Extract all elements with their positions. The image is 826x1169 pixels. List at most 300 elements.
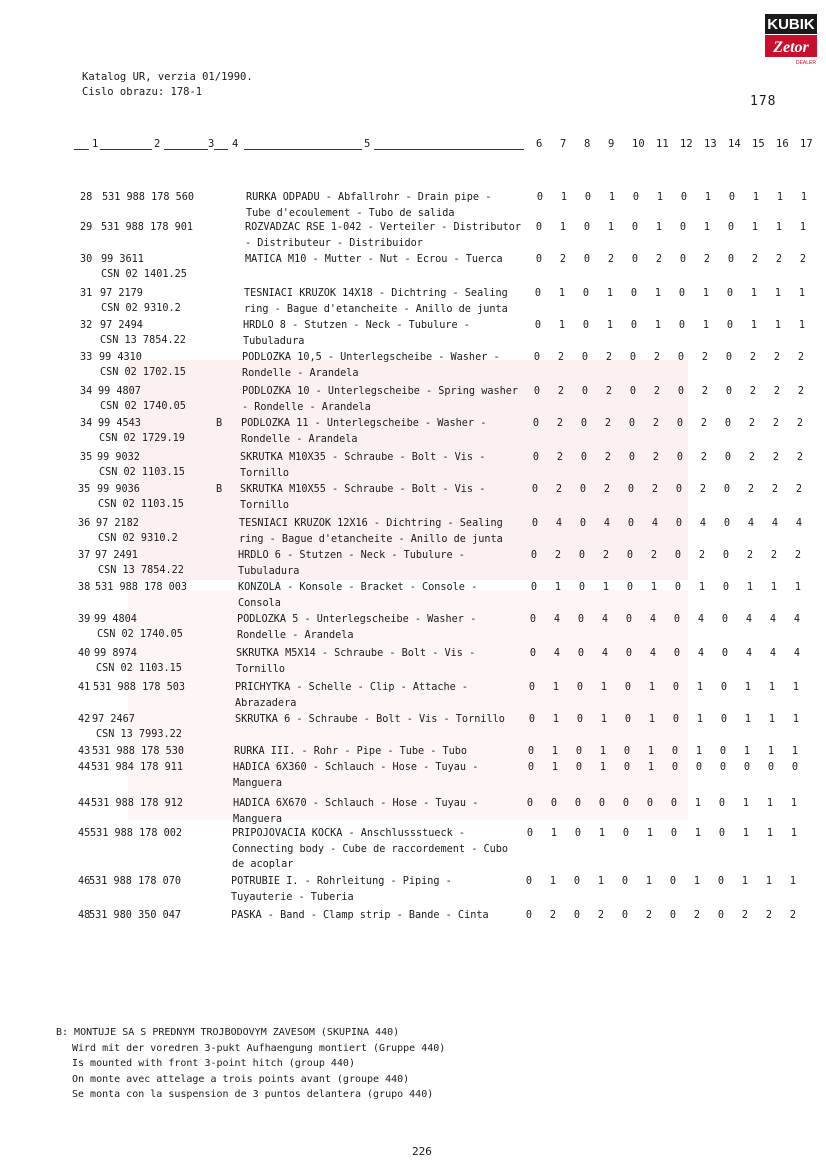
quantity-value: 0 [622,798,630,809]
quantity-value: 2 [557,352,565,363]
position-number: 32 [80,320,93,331]
qty-column-label: 8 [584,138,591,150]
position-number: 29 [80,222,93,233]
quantity-value: 2 [652,452,660,463]
quantity-value: 0 [629,386,637,397]
quantity-value: 4 [553,648,561,659]
quantity-value: 1 [694,828,702,839]
position-number: 34 [80,386,93,397]
quantity-value: 0 [531,518,539,529]
footnote-line: B: MONTUJE SA S PREDNYM TROJBODOVYM ZAVESOM (SKUPINA 440) [56,1027,400,1038]
part-description: Rondelle - Arandela [242,367,359,379]
part-code: 531 988 178 003 [95,582,188,593]
picture-number: Cislo obrazu: 178-1 [82,86,203,98]
quantity-value: 4 [793,648,801,659]
column-label: 5 [364,138,371,150]
quantity-value: 1 [744,714,752,725]
part-description: SKRUTKA M10X35 - Schraube - Bolt - Vis - [240,452,486,463]
quantity-value: 1 [597,876,605,887]
quantity-value: 0 [534,320,542,331]
quantity-value: 1 [558,288,566,299]
note-marker: B [216,418,223,429]
quantity-value: 0 [720,682,728,693]
quantity-value: 0 [632,192,640,203]
quantity-value: 0 [528,714,536,725]
quantity-value: 2 [765,910,773,921]
quantity-value: 1 [648,714,656,725]
quantity-value: 0 [583,254,591,265]
position-number: 44 [78,762,91,773]
part-description: Tube d'ecoulement - Tubo de salida [246,207,455,219]
quantity-value: 1 [799,222,807,233]
part-description: ROZVADZAC RSE 1-042 - Verteiler - Distributor [245,222,522,233]
quantity-value: 0 [743,762,751,773]
part-code: 531 984 178 911 [91,762,184,773]
quantity-value: 2 [605,386,613,397]
page-number: 178 [750,94,777,109]
quantity-value: 2 [653,352,661,363]
position-number: 48 [78,910,91,921]
quantity-value: 0 [676,452,684,463]
quantity-value: 1 [750,320,758,331]
quantity-value: 0 [535,254,543,265]
quantity-value: 1 [768,682,776,693]
quantity-value: 2 [773,352,781,363]
quantity-value: 1 [704,192,712,203]
quantity-value: 4 [553,614,561,625]
quantity-value: 0 [624,682,632,693]
part-description: de acoplar [232,859,294,870]
quantity-value: 4 [769,614,777,625]
part-description: Tuyauterie - Tuberia [231,891,354,903]
quantity-value: 1 [792,682,800,693]
part-code: 531 988 178 912 [91,798,184,809]
quantity-value: 4 [795,518,803,529]
quantity-value: 0 [675,518,683,529]
quantity-value: 0 [719,746,727,757]
part-code: 531 988 178 901 [101,222,194,233]
quantity-value: 1 [702,288,710,299]
quantity-value: 1 [766,798,774,809]
quantity-value: 4 [699,518,707,529]
quantity-value: 0 [676,418,684,429]
quantity-value: 2 [771,484,779,495]
part-description: PODLOZKA 10,5 - Unterlegscheibe - Washer - [242,352,500,363]
quantity-value: 1 [775,222,783,233]
quantity-value: 2 [751,254,759,265]
part-description: ring - Bague d'etancheite - Anillo de junta [244,303,508,315]
quantity-value: 2 [795,484,803,495]
quantity-value: 0 [577,614,585,625]
quantity-value: 4 [769,648,777,659]
quantity-value: 1 [654,320,662,331]
quantity-value: 1 [648,682,656,693]
note-marker: B [216,484,223,495]
part-code: 99 4804 [94,614,137,625]
quantity-value: 0 [624,714,632,725]
quantity-value: 1 [598,828,606,839]
quantity-value: 1 [790,798,798,809]
quantity-value: 1 [552,682,560,693]
quantity-value: 1 [558,320,566,331]
quantity-value: 2 [797,352,805,363]
quantity-value: 0 [534,288,542,299]
quantity-value: 0 [631,254,639,265]
quantity-value: 0 [717,910,725,921]
part-code: 531 988 178 560 [102,192,195,203]
part-code: 99 4543 [98,418,141,429]
part-description: PODLOZKA 5 - Unterlegscheibe - Washer - [237,614,477,625]
quantity-value: 0 [670,798,678,809]
part-description: POTRUBIE I. - Rohrleitung - Piping - [231,876,452,887]
quantity-value: 1 [693,876,701,887]
quantity-value: 2 [652,418,660,429]
quantity-value: 0 [575,762,583,773]
quantity-value: 1 [774,288,782,299]
logo-bottom-text: Zetor [773,39,809,56]
quantity-value: 0 [581,352,589,363]
column-underline [74,149,89,150]
quantity-value: 1 [774,320,782,331]
position-number: 38 [78,582,91,593]
quantity-value: 0 [726,320,734,331]
quantity-value: 4 [603,518,611,529]
footnote [56,1025,445,1103]
part-code: 99 9032 [97,452,140,463]
quantity-value: 2 [604,418,612,429]
quantity-value: 0 [721,614,729,625]
quantity-value: 2 [701,386,709,397]
quantity-value: 0 [630,320,638,331]
quantity-value: 1 [768,714,776,725]
logo-sub-text: DEALER [795,60,817,66]
quantity-value: 0 [723,484,731,495]
quantity-value: 2 [700,418,708,429]
quantity-value: 1 [744,682,752,693]
position-number: 41 [78,682,91,693]
quantity-value: 2 [604,452,612,463]
position-number: 37 [78,550,91,561]
part-description: MATICA M10 - Mutter - Nut - Ecrou - Tuerca [245,254,503,265]
quantity-value: 0 [722,550,730,561]
quantity-value: 2 [607,254,615,265]
quantity-value: 0 [673,614,681,625]
quantity-value: 1 [607,222,615,233]
quantity-value: 1 [767,746,775,757]
quantity-value: 1 [698,582,706,593]
quantity-value: 2 [603,484,611,495]
quantity-value: 0 [527,746,535,757]
part-description: Abrazadera [235,697,297,709]
quantity-value: 2 [556,418,564,429]
quantity-value: 0 [526,828,534,839]
quantity-value: 4 [697,648,705,659]
part-description: HRDLO 6 - Stutzen - Neck - Tubulure - [238,550,465,561]
quantity-value: 0 [630,288,638,299]
column-underline [100,149,152,150]
quantity-value: 1 [549,876,557,887]
quantity-value: 1 [646,828,654,839]
position-number: 44 [78,798,91,809]
quantity-value: 1 [606,288,614,299]
column-label: 3 [208,138,215,150]
quantity-value: 2 [789,910,797,921]
position-number: 36 [78,518,91,529]
standard-code: CSN 02 1103.15 [98,499,184,510]
part-code: 97 2491 [95,550,138,561]
quantity-value: 0 [573,876,581,887]
position-number: 39 [78,614,91,625]
part-description: SKRUTKA M10X55 - Schraube - Bolt - Vis - [240,484,486,495]
quantity-value: 0 [720,714,728,725]
quantity-value: 1 [559,222,567,233]
quantity-value: 2 [653,386,661,397]
part-description: Tubuladura [243,335,305,347]
quantity-value: 1 [703,222,711,233]
quantity-value: 0 [528,682,536,693]
quantity-value: 1 [742,828,750,839]
quantity-value: 2 [796,418,804,429]
part-description: Rondelle - Arandela [241,433,358,445]
qty-column-label: 16 [776,138,789,150]
quantity-value: 0 [671,746,679,757]
part-description: Connecting body - Cube de raccordement - Cubo [232,843,509,855]
position-number: 31 [80,288,93,299]
qty-column-label: 14 [728,138,741,150]
quantity-value: 0 [767,762,775,773]
position-number: 34 [80,418,93,429]
quantity-value: 0 [626,582,634,593]
quantity-value: 0 [671,762,679,773]
part-description: Consola [238,597,281,609]
part-description: PODLOZKA 11 - Unterlegscheibe - Washer - [241,418,487,429]
quantity-value: 2 [698,550,706,561]
quantity-value: 1 [798,288,806,299]
column-underline [244,149,362,150]
quantity-value: 0 [722,582,730,593]
quantity-value: 1 [606,320,614,331]
quantity-value: 2 [797,386,805,397]
quantity-value: 0 [674,582,682,593]
part-description: - Rondelle - Arandela [242,401,371,413]
quantity-value: 2 [703,254,711,265]
quantity-value: 4 [697,614,705,625]
quantity-value: 0 [674,550,682,561]
quantity-value: 0 [672,714,680,725]
quantity-value: 4 [601,614,609,625]
quantity-value: 2 [645,910,653,921]
position-number: 28 [80,192,93,203]
standard-code: CSN 02 9310.2 [101,303,181,314]
quantity-value: 2 [556,452,564,463]
quantity-value: 2 [749,386,757,397]
quantity-value: 0 [673,648,681,659]
quantity-value: 1 [608,192,616,203]
quantity-value: 0 [535,222,543,233]
quantity-value: 0 [629,352,637,363]
quantity-value: 0 [680,192,688,203]
quantity-value: 0 [723,518,731,529]
column-label: 1 [92,138,99,150]
column-label: 4 [232,138,239,150]
quantity-value: 2 [794,550,802,561]
quantity-value: 1 [694,798,702,809]
quantity-value: 0 [625,614,633,625]
part-code: 99 8974 [94,648,137,659]
quantity-value: 1 [551,746,559,757]
quantity-value: 1 [696,714,704,725]
quantity-value: 1 [798,320,806,331]
quantity-value: 1 [791,746,799,757]
quantity-value: 1 [800,192,808,203]
quantity-value: 0 [724,452,732,463]
part-code: 97 2179 [100,288,143,299]
quantity-value: 0 [580,452,588,463]
part-code: 531 988 178 503 [93,682,186,693]
part-description: HRDLO 8 - Stutzen - Neck - Tubulure - [243,320,470,331]
quantity-value: 1 [750,288,758,299]
position-number: 40 [78,648,91,659]
quantity-value: 0 [533,352,541,363]
quantity-value: 1 [742,798,750,809]
quantity-value: 1 [696,682,704,693]
quantity-value: 2 [605,352,613,363]
quantity-value: 2 [747,484,755,495]
quantity-value: 0 [532,452,540,463]
position-number: 42 [78,714,91,725]
quantity-value: 0 [726,288,734,299]
quantity-value: 1 [552,714,560,725]
footnote-line: On monte avec attelage a trois points avant (groupe 440) [72,1073,410,1085]
qty-column-label: 11 [656,138,669,150]
quantity-value: 0 [529,648,537,659]
quantity-value: 0 [625,648,633,659]
standard-code: CSN 02 1401.25 [101,269,187,280]
quantity-value: 0 [631,222,639,233]
quantity-value: 0 [584,192,592,203]
quantity-value: 0 [525,876,533,887]
quantity-value: 1 [789,876,797,887]
quantity-value: 0 [576,682,584,693]
part-description: PRIPOJOVACIA KOCKA - Anschlussstueck - [232,828,466,839]
quantity-value: 0 [672,682,680,693]
part-code: 97 2494 [100,320,143,331]
quantity-value: 1 [752,192,760,203]
qty-column-label: 15 [752,138,765,150]
part-description: PRICHYTKA - Schelle - Clip - Attache - [235,682,469,693]
quantity-value: 0 [581,386,589,397]
part-description: HADICA 6X360 - Schlauch - Hose - Tuyau - [233,762,479,773]
quantity-value: 1 [766,828,774,839]
quantity-value: 0 [623,746,631,757]
part-description: - Distributeur - Distribuidor [245,237,423,249]
part-code: 99 9036 [97,484,140,495]
quantity-value: 4 [747,518,755,529]
quantity-value: 0 [533,386,541,397]
quantity-value: 0 [623,762,631,773]
quantity-value: 0 [695,762,703,773]
quantity-value: 0 [725,352,733,363]
quantity-value: 0 [628,418,636,429]
quantity-value: 1 [792,714,800,725]
position-number: 33 [80,352,93,363]
standard-code: CSN 02 1103.15 [96,663,182,674]
footnote-line: Is mounted with front 3-point hitch (group 440) [72,1058,355,1069]
part-code: 99 4310 [99,352,142,363]
quantity-value: 0 [728,192,736,203]
quantity-value: 1 [600,714,608,725]
quantity-value: 2 [700,452,708,463]
part-description: RURKA III. - Rohr - Pipe - Tube - Tubo [234,746,468,757]
part-description: PODLOZKA 10 - Unterlegscheibe - Spring washer [242,386,519,397]
quantity-value: 4 [745,614,753,625]
quantity-value: 2 [772,418,780,429]
part-description: Rondelle - Arandela [237,629,354,641]
quantity-value: 0 [679,254,687,265]
standard-code: CSN 02 1702.15 [100,367,186,378]
qty-column-label: 12 [680,138,693,150]
quantity-value: 1 [647,746,655,757]
quantity-value: 0 [578,550,586,561]
quantity-value: 2 [651,484,659,495]
qty-column-label: 17 [800,138,813,150]
quantity-value: 2 [549,910,557,921]
quantity-value: 2 [597,910,605,921]
quantity-value: 0 [525,910,533,921]
standard-code: CSN 02 1740.05 [100,401,186,412]
quantity-value: 0 [573,910,581,921]
column-underline [214,149,228,150]
quantity-value: 2 [554,550,562,561]
quantity-value: 0 [724,418,732,429]
quantity-value: 4 [651,518,659,529]
part-code: 97 2182 [96,518,139,529]
quantity-value: 2 [775,254,783,265]
quantity-value: 1 [551,762,559,773]
page-footer: 226 [412,1145,432,1158]
quantity-value: 0 [577,648,585,659]
part-description: HADICA 6X670 - Schlauch - Hose - Tuyau - [233,798,479,809]
quantity-value: 1 [550,828,558,839]
quantity-value: 2 [770,550,778,561]
quantity-value: 0 [574,798,582,809]
quantity-value: 0 [627,484,635,495]
quantity-value: 0 [598,798,606,809]
standard-code: CSN 02 1103.15 [99,467,185,478]
quantity-value: 0 [718,828,726,839]
catalog-header [82,70,253,100]
quantity-value: 0 [536,192,544,203]
quantity-value: 1 [554,582,562,593]
logo-top-text: KUBIK [767,16,815,33]
quantity-value: 2 [555,484,563,495]
part-code: 531 980 350 047 [89,910,182,921]
quantity-value: 1 [647,762,655,773]
part-description: Manguera [233,813,283,825]
part-description: SKRUTKA M5X14 - Schraube - Bolt - Vis - [236,648,476,659]
part-code: 531 988 178 530 [92,746,185,757]
part-description: TESNIACI KRUZOK 12X16 - Dichtring - Sealing [239,518,503,529]
quantity-value: 1 [702,320,710,331]
quantity-value: 0 [628,452,636,463]
position-number: 43 [78,746,91,757]
quantity-value: 0 [646,798,654,809]
quantity-value: 2 [655,254,663,265]
quantity-value: 1 [770,582,778,593]
qty-column-label: 6 [536,138,543,150]
part-description: Manguera [233,777,283,789]
part-code: 99 4807 [98,386,141,397]
